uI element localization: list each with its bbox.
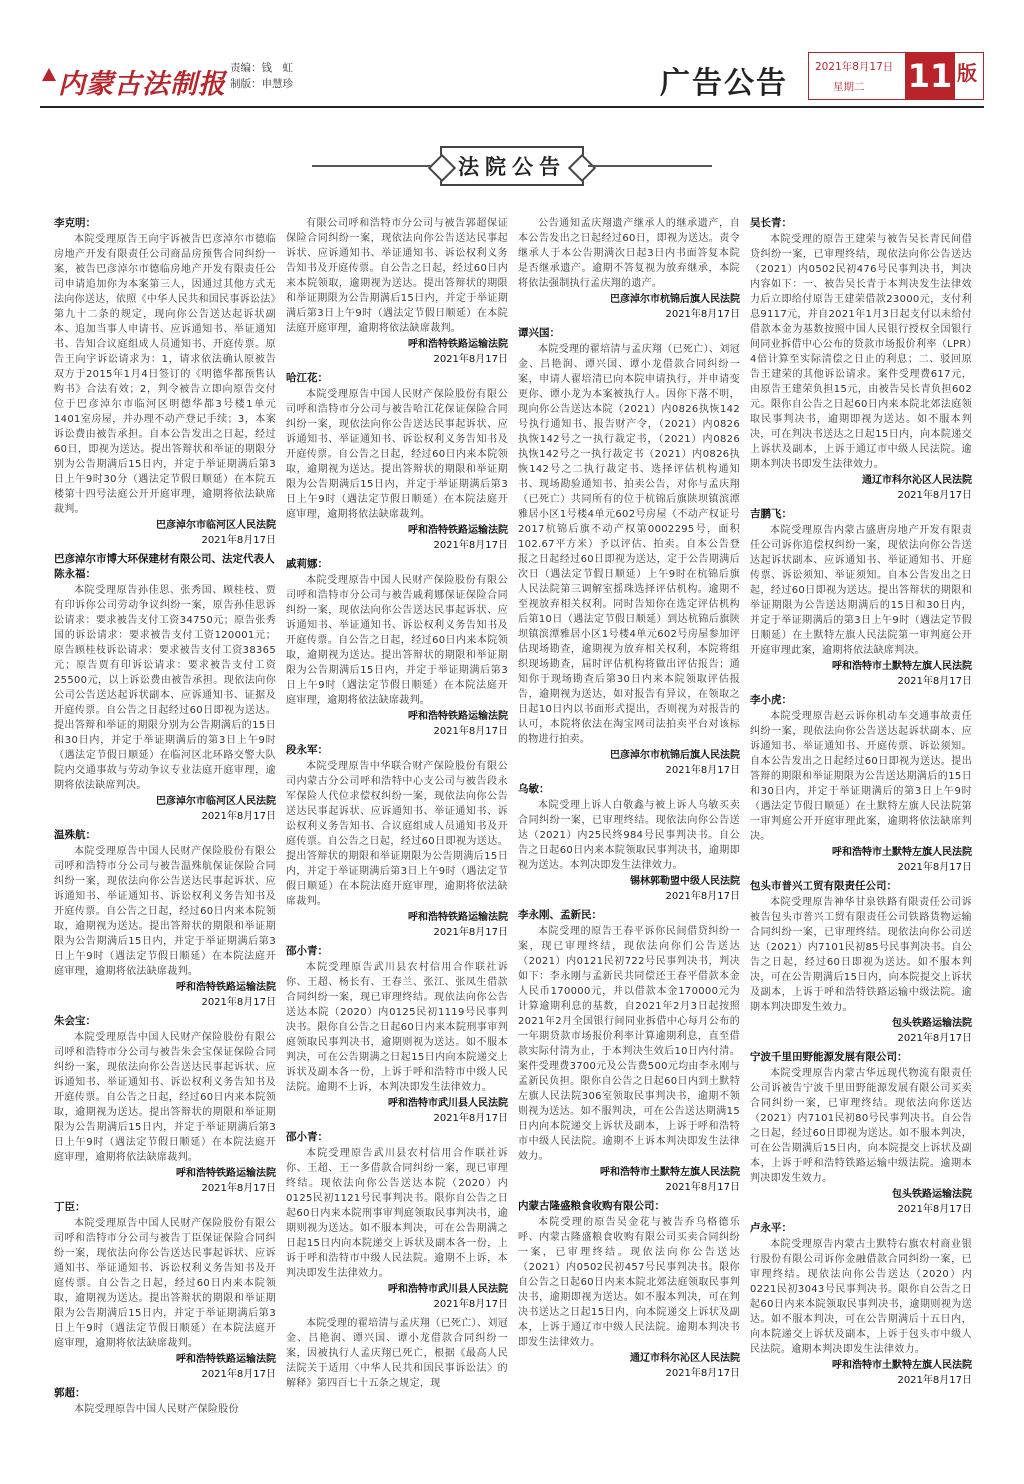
notice-date: 2021年8月17日 bbox=[897, 1204, 972, 1215]
notice-court: 呼和浩特铁路运输法院 bbox=[176, 982, 276, 993]
notice-addressee: 吉鹏飞： bbox=[750, 508, 792, 520]
notice-court: 巴彦淖尔市杭锦后旗人民法院 bbox=[610, 294, 740, 305]
notice-court: 通辽市科尔沁区人民法院 bbox=[630, 1353, 740, 1364]
court-notice bbox=[286, 743, 508, 940]
notice-date: 2021年8月17日 bbox=[433, 927, 508, 938]
notice-addressee: 巴彦淖尔市博大环保建材有限公司、法定代表人陈永福： bbox=[54, 553, 275, 580]
court-notice bbox=[54, 552, 276, 824]
notice-court: 巴彦淖尔市杭锦后旗人民法院 bbox=[610, 750, 740, 761]
notice-body: 本院受理原告内蒙古华远现代物流有限责任公司诉被告宁波千里田野能源发展有限公司买卖合同纠纷一案，已审理终结。现依法向你送达（2021）内7101民初80号民事判决书。自公告之日起，经过60日即视为送达。如不服本判决，可在公告期满后15日内，向本院提交上诉状及副本，上诉于呼和浩特铁路运输中级法院。逾期本判决即发生效力。 bbox=[750, 1068, 972, 1184]
notice-court: 呼和浩特铁路运输法院 bbox=[176, 1354, 276, 1365]
editor-line: 责编：钱 虹 bbox=[230, 62, 293, 74]
notice-body: 本院受理的原告吴金花与被告乔乌格德乐呼、内蒙古隆盛粮食收购有限公司买卖合同纠纷一案，已审理终结。现依法向你公告送达（2021）内0502民初457号民事判决书。限你自公告之日起60日内来本院北郊法庭领取民事判决书，逾期即视为送达。如不服本判决，可在判决书送达之日起15日内，向本院递交上诉状及副本，上诉于通辽市中级人民法院。逾期本判决书即发生法律效力。 bbox=[518, 1217, 740, 1348]
notice-court: 呼和浩特市武川县人民法院 bbox=[388, 1284, 508, 1295]
notice-addressee: 郭超： bbox=[54, 1387, 86, 1399]
notice-court: 呼和浩特市土默特左旗人民法院 bbox=[832, 847, 972, 858]
producer-line: 制版：申慧珍 bbox=[230, 78, 293, 90]
notice-date: 2021年8月17日 bbox=[665, 1368, 740, 1379]
notice-date: 2021年8月17日 bbox=[433, 540, 508, 551]
column-4 bbox=[750, 216, 972, 1466]
column-1 bbox=[54, 216, 276, 1466]
notice-addressee: 包头市普兴工贸有限责任公司： bbox=[750, 880, 897, 892]
notice-body: 本院受理的翟培清与孟庆翔（已死亡）、刘冠金、吕艳润、谭兴国、谭小龙借款合同纠纷一案，申请人翟培清已向本院申请执行，并申请变更你、谭小龙为本案被执行人。因你下落不明，现向你公告送达本院（2021）内0826执恢142号执行通知书、报告财产令，（2021）内0826执恢142号之一执行裁定书，（2021）内0826执恢142号之一执行裁定书（2021）内0826执恢142号之二执行裁定书、选择评估机构通知书、现场勘验通知书、拍卖公告，对你与孟庆翔（已死亡）共同所有的位于杭锦后旗陕坝镇滨潭雅居小区1号楼4单元602号房屋（不动产权证号2017杭锦后旗不动产权第0002295号，面积102.67平方米）予以评估、拍卖。自本公告登报之日起经过60日即视为送达，定于公告期满后次日（遇法定节假日顺延）上午9时在杭锦后旗人民法院第三调解室摇珠选择评估机构。逾期不至视放弃相关权利。同时告知你在选定评估机构后第10日（遇法定节假日顺延）到达杭锦后旗陕坝镇滨潭雅居小区1号楼4单元602号房屋参加评估现场勘查，逾期视为放弃相关权利，本院将组织现场勘查，届时评估机构将做出评估报告；通知你于现场勘查后第30日内来本院领取评估报告，逾期视为送达，如对报告有异议，在领取之日起10日内以书面形式提出，否则视为对报告的认可，本院将依法在淘宝网司法拍卖平台对该标的物进行拍卖。 bbox=[518, 344, 740, 745]
notice-date: 2021年8月17日 bbox=[201, 997, 276, 1008]
banner-line-left bbox=[312, 165, 436, 167]
court-notice bbox=[750, 1050, 972, 1217]
notice-body: 本院受理原告中国人民财产保险股份有限公司呼和浩特市分公司与被告温殊航保证保险合同纠纷一案，现依法向你公告送达民事起诉状、应诉通知书、举证通知书、诉讼权利义务告知书及开庭传票。自公告之日起，经过60日内来本院领取，逾期视为送达。提出答辩状的期限和举证期限为公告期满后15日内，并定于举证期满后第3日上午9时（遇法定节假日顺延）在本院法庭开庭审理，逾期将依法缺席裁判。 bbox=[54, 846, 276, 977]
court-notice bbox=[286, 216, 508, 367]
notice-addressee: 李小虎： bbox=[750, 694, 792, 706]
notice-body: 本院受理原告神华甘泉铁路有限责任公司诉被告包头市普兴工贸有限责任公司铁路货物运输合同纠纷一案，已审理终结。现依法向你公司送达（2021）内7101民初85号民事判决书。自公告之日起，经过60日即视为送达。如不服本判决，可在公告期满后15日内，向本院提交上诉状及副本，上诉于呼和浩特铁路运输中级法院。逾期本判决即发生效力。 bbox=[750, 897, 972, 1013]
page-number: 11 bbox=[905, 53, 955, 99]
notice-date: 2021年8月17日 bbox=[433, 1299, 508, 1310]
court-notice bbox=[286, 557, 508, 739]
notice-addressee: 宁波千里田野能源发展有限公司： bbox=[750, 1051, 908, 1063]
court-notice bbox=[750, 879, 972, 1046]
section-title: 广告公告 bbox=[660, 66, 788, 101]
notice-addressee: 温殊航： bbox=[54, 829, 96, 841]
notice-court: 通辽市科尔沁区人民法院 bbox=[862, 475, 972, 486]
notice-date: 2021年8月17日 bbox=[665, 891, 740, 902]
section-banner bbox=[0, 142, 1024, 192]
notice-addressee: 谭兴国： bbox=[518, 327, 560, 339]
notice-addressee: 戚莉娜： bbox=[286, 558, 328, 570]
notice-body: 本院受理原告中国人民财产保险股份有限公司呼和浩特市分公司与被告朱会宝保证保险合同纠纷一案，现依法向你公告送达民事起诉状、应诉通知书、举证通知书、诉讼权利义务告知书及开庭传票。自公告之日起，经过60日内来本院领取，逾期视为送达。提出答辩状的期限和举证期限为公告期满后15日内，并定于举证期满后第3日上午9时（遇法定节假日顺延）在本院法庭开庭审理，逾期将依法缺席裁判。 bbox=[54, 1032, 276, 1163]
notice-addressee: 内蒙古隆盛粮食收购有限公司： bbox=[518, 1200, 665, 1212]
notice-date: 2021年8月17日 bbox=[201, 1369, 276, 1380]
notice-court: 巴彦淖尔市临河区人民法院 bbox=[156, 520, 276, 531]
court-notice bbox=[54, 1386, 276, 1417]
notice-body: 本院受理原告孙佳思、张秀国、顾桂枝、贾有印诉你公司劳动争议纠纷一案，原告孙佳思诉讼请求：要求被告支付工资34750元；原告张秀国的诉讼请求：要求被告支付工资120001元；原告顾桂枝诉讼请求：要求被告支付工资38365元；原告贾有印诉讼请求：要求被告支付工资25500元，以上诉讼费由被告承担。现依法向你公司公告送达起诉状副本、应诉通知书、证据及开庭传票。自公告之日起经过60日即视为送达。提出答辩和举证的期限分别为公告期满后的15日和30日内，并定于举证期满后的第3日上午9时（遇法定节假日顺延）在临河区北环路交警大队院内交通事故与劳动争议专业法庭开庭审理，逾期将依法缺席判决。 bbox=[54, 585, 276, 791]
notice-addressee: 朱会宝： bbox=[54, 1015, 96, 1027]
court-notice bbox=[54, 828, 276, 1010]
notice-addressee: 李克明： bbox=[54, 217, 96, 229]
notice-date: 2021年8月17日 bbox=[433, 726, 508, 737]
notice-date: 2021年8月17日 bbox=[433, 1113, 508, 1124]
court-notice bbox=[286, 944, 508, 1126]
court-notice bbox=[286, 1316, 508, 1391]
notice-addressee: 丁臣： bbox=[54, 1201, 86, 1213]
notice-addressee: 卢永平： bbox=[750, 1222, 792, 1234]
notice-court: 锡林郭勒盟中级人民法院 bbox=[630, 876, 740, 887]
notice-body: 本院受理上诉人白敬鑫与被上诉人乌敏买卖合同纠纷一案，已审理终结。现依法向你公告送达（2021）内25民终984号民事判决书。自公告之日起60日内来本院领取民事判决书，逾期即视为送达。本判决即发生法律效力。 bbox=[518, 800, 740, 871]
notice-addressee: 邵小青： bbox=[286, 1131, 328, 1143]
notice-court: 呼和浩特市土默特左旗人民法院 bbox=[832, 1360, 972, 1371]
court-notice bbox=[54, 1014, 276, 1196]
notice-court: 呼和浩特铁路运输法院 bbox=[408, 711, 508, 722]
notice-body: 本院受理原告中华联合财产保险股份有限公司内蒙古分公司呼和浩特中心支公司与被告段永军保险人代位求偿权纠纷一案，现依法向你公告送达民事起诉状、应诉通知书、举证通知书、诉讼权利义务告知书、合议庭组成人员通知书及开庭传票。自公告之日起，经过60日即视为送达。提出答辩状的期限和举证期限为公告期满后15日内，并定于举证期满后第3日上午9时（遇法定节假日顺延）在本院法庭开庭审理，逾期将依法缺席裁判。 bbox=[286, 761, 508, 907]
court-notice bbox=[518, 1199, 740, 1381]
notice-addressee: 李永刚、孟新民： bbox=[518, 909, 602, 921]
notice-court: 呼和浩特铁路运输法院 bbox=[176, 1168, 276, 1179]
notice-body: 本院受理原告中国人民财产保险股份 bbox=[74, 1404, 239, 1415]
notice-body: 有限公司呼和浩特市分公司与被告郭超保证保险合同纠纷一案，现依法向你公告送达民事起诉状、应诉通知书、举证通知书、诉讼权利义务告知书及开庭传票。自公告之日起，经过60日内来本院领取，逾期视为送达。提出答辩状的期限和举证期限为公告期满后15日内，并定于举证期满后第3日上午9时（遇法定节假日顺延）在本院法庭开庭审理，逾期将依法缺席裁判。 bbox=[286, 218, 508, 334]
notice-date: 2021年8月17日 bbox=[665, 765, 740, 776]
notice-date: 2021年8月17日 bbox=[897, 676, 972, 687]
banner-line-right bbox=[588, 165, 712, 167]
notice-court: 包头铁路运输法院 bbox=[892, 1018, 972, 1029]
notice-addressee: 乌敏： bbox=[518, 783, 550, 795]
newspaper-logo: 内蒙古法制报 bbox=[58, 69, 226, 100]
notice-date: 2021年8月17日 bbox=[201, 535, 276, 546]
notice-date: 2021年8月17日 bbox=[897, 862, 972, 873]
notice-date: 2021年8月17日 bbox=[201, 1183, 276, 1194]
notice-court: 包头铁路运输法院 bbox=[892, 1189, 972, 1200]
notice-body: 公告通知孟庆翔遗产继承人的继承遗产，自本公告发出之日起经过60日，即视为送达。责令继承人于本公告期满次日起3日内书面答复本院是否继承遗产。逾期不答复视为放弃继承，本院将依法强制执行孟庆翔的遗产。 bbox=[518, 218, 740, 289]
notice-date: 2021年8月17日 bbox=[897, 1375, 972, 1386]
notice-body: 本院受理的原告王建荣与被告吴长青民间借贷纠纷一案，已审理终结，现依法向你公告送达（2021）内0502民初476号民事判决书，判决内容如下：一、被告吴长青于本判决发生法律效力后立即给付原告王建荣借款23000元，支付利息9117元，并自2021年1月3日起支付以未给付借款本金为基数按照中国人民银行授权全国银行间同业拆借中心公布的贷款市场报价利率（LPR）4倍计算至实际清偿之日止的利息；二、驳回原告王建荣的其他诉讼请求。案件受理费617元，由原告王建荣负担15元，由被告吴长青负担602元。限你自公告之日起60日内来本院北郊法庭领取民事判决书，逾期即视为送达。如不服本判决，可在判决书送达之日起15日内，向本院递交上诉状及副本，上诉于通辽市中级人民法院。逾期本判决书即发生法律效力。 bbox=[750, 234, 972, 470]
notice-columns bbox=[54, 216, 974, 1466]
notice-court: 呼和浩特铁路运输法院 bbox=[408, 339, 508, 350]
notice-court: 呼和浩特市武川县人民法院 bbox=[388, 1098, 508, 1109]
notice-court: 呼和浩特市土默特左旗人民法院 bbox=[600, 1167, 740, 1178]
notice-body: 本院受理原告中国人民财产保险股份有限公司呼和浩特市分公司与被告戚莉娜保证保险合同纠纷一案，现依法向你公告送达民事起诉状、应诉通知书、举证通知书、诉讼权利义务告知书及开庭传票。自公告之日起，经过60日内来本院领取，逾期视为送达。提出答辩状的期限和举证期限为公告期满后15日内，并定于举证期满后第3日上午9时（遇法定节假日顺延）在本院法庭开庭审理，逾期将依法缺席裁判。 bbox=[286, 575, 508, 706]
editor-credits bbox=[230, 60, 293, 92]
court-notice bbox=[750, 1221, 972, 1388]
notice-body: 本院受理原告中国人民财产保险股份有限公司呼和浩特市分公司与被告丁臣保证保险合同纠纷一案，现依法向你公告送达民事起诉状、应诉通知书、举证通知书、诉讼权利义务告知书及开庭传票。自公告之日起，经过60日内来本院领取，逾期视为送达。提出答辩状的期限和举证期限为公告期满后15日内，并定于举证期满后第3日上午9时（遇法定节假日顺延）在本院法庭开庭审理，逾期将依法缺席裁判。 bbox=[54, 1218, 276, 1349]
notice-court: 呼和浩特市土默特左旗人民法院 bbox=[832, 661, 972, 672]
date-page-box bbox=[808, 52, 984, 100]
notice-body: 本院受理原告内蒙古盛唐房地产开发有限责任公司诉你追偿权纠纷一案，现依法向你公告送达起诉状副本、应诉通知书、举证通知书、开庭传票、诉讼须知、举证须知。自本公告发出之日起，经过60日即视为送达。提出答辩状的期限和举证期限为公告送达期满后的15日和30日内，并定于举证期满后的第3日上午9时（遇法定节假日顺延）在土默特左旗人民法院第一审判庭公开开庭审理此案，逾期将依法缺席判决。 bbox=[750, 525, 972, 656]
notice-addressee: 哈江花： bbox=[286, 372, 328, 384]
notice-body: 本院受理原告内蒙古土默特右旗农村商业银行股份有限公司诉你金融借款合同纠纷一案，已审理终结。现依法向你公告送达（2020）内0221民初3043号民事判决书。限你自公告之日起60日内来本院领取民事判决书，逾期则视为送达。如不服本判决，可在公告期满后十五日内，向本院递交上诉状及副本，上诉于包头市中级人民法院。逾期本判决即发生法律效力。 bbox=[750, 1239, 972, 1355]
issue-date: 2021年8月17日 bbox=[815, 61, 894, 73]
notice-court: 巴彦淖尔市临河区人民法院 bbox=[156, 796, 276, 807]
column-3 bbox=[518, 216, 740, 1466]
notice-date: 2021年8月17日 bbox=[433, 354, 508, 365]
logo-mark-icon bbox=[40, 66, 58, 84]
court-notice bbox=[750, 507, 972, 689]
notice-addressee: 吴长青： bbox=[750, 217, 792, 229]
court-notice bbox=[518, 326, 740, 778]
notice-body: 本院受理原告中国人民财产保险股份有限公司呼和浩特市分公司与被告哈江花保证保险合同纠纷一案，现依法向你公告送达民事起诉状、应诉通知书、举证通知书、诉讼权利义务告知书及开庭传票。自公告之日起，经过60日内来本院领取，逾期视为送达。提出答辩状的期限和举证期限为公告期满后15日内，并定于举证期满后第3日上午9时（遇法定节假日顺延）在本院法庭开庭审理，逾期将依法缺席裁判。 bbox=[286, 389, 508, 520]
notice-addressee: 段永军： bbox=[286, 744, 328, 756]
masthead bbox=[40, 52, 984, 104]
court-notice bbox=[286, 371, 508, 553]
banner-title: 法院公告 bbox=[440, 146, 584, 186]
court-notice bbox=[750, 216, 972, 503]
court-notice bbox=[518, 216, 740, 322]
notice-body: 本院受理原告武川县农村信用合作联社诉你、王超、王一多借款合同纠纷一案，现已审理终结。现依法向你公告送达本院（2020）内0125民初1121号民事判决书。限你自公告之日起60日内来本院刑事审判庭领取民事判决书，逾期则视为送达。如不服本判决，可在公告期满之日起15日内向本院递交上诉状及副本各一份，上诉于呼和浩特市中级人民法院。逾期不上诉，本判决即发生法律效力。 bbox=[286, 1148, 508, 1279]
court-notice bbox=[54, 1200, 276, 1382]
notice-date: 2021年8月17日 bbox=[201, 811, 276, 822]
notice-body: 本院受理原告赵云诉你机动车交通事故责任纠纷一案，现依法向你公告送达起诉状副本、应诉通知书、举证通知书、开庭传票、诉讼须知。自本公告发出之日起经过60日即视为送达。提出答辩的期限和举证期限为公告送达期满后的15日和30日内，并定于举证期满后的第3日上午9时（遇法定节假日顺延）在土默特左旗人民法院第一审判庭公开开庭审理此案，逾期将依法缺席判决。 bbox=[750, 711, 972, 842]
column-2 bbox=[286, 216, 508, 1466]
notice-body: 本院受理的原告王春平诉你民间借贷纠纷一案，现已审理终结，现依法向你们公告送达（2021）内0121民初722号民事判决书，判决如下：李永刚与孟新民共同偿还王春平借款本金人民币170000元，并以借款本金170000元为计算逾期利息的基数，自2021年2月3日起按照2021年2月全国银行间同业拆借中心每月公布的一年期贷款市场报价利率计算逾期利息，直至借款实际付清为止，于本判决生效后10日内付清。案件受理费3700元及公告费500元均由李永刚与孟新民负担。限你自公告之日起60日内到土默特左旗人民法院306室领取民事判决书，逾期不领则视为送达。如不服判决，可在公告送达期满15日内向本院递交上诉状及副本，上诉于呼和浩特市中级人民法院。逾期不上诉本判决即发生法律效力。 bbox=[518, 926, 740, 1162]
notice-date: 2021年8月17日 bbox=[897, 1033, 972, 1044]
notice-date: 2021年8月17日 bbox=[665, 309, 740, 320]
notice-body: 本院受理的翟培清与孟庆翔（已死亡）、刘冠金、吕艳润、谭兴国、谭小龙借款合同纠纷一案，因被执行人孟庆翔已死亡，根据《最高人民法院关于适用〈中华人民共和国民事诉讼法〉的解释》第四百七十五条之规定，现 bbox=[286, 1318, 508, 1389]
notice-date: 2021年8月17日 bbox=[897, 490, 972, 501]
page-suffix: 版 bbox=[957, 61, 977, 85]
issue-weekday: 星期二 bbox=[833, 81, 865, 93]
court-notice bbox=[518, 782, 740, 904]
court-notice bbox=[750, 693, 972, 875]
header-rule bbox=[40, 106, 984, 108]
notice-court: 呼和浩特铁路运输法院 bbox=[408, 525, 508, 536]
notice-court: 呼和浩特铁路运输法院 bbox=[408, 912, 508, 923]
court-notice bbox=[54, 216, 276, 548]
notice-addressee: 邵小青： bbox=[286, 945, 328, 957]
notice-date: 2021年8月17日 bbox=[665, 1182, 740, 1193]
court-notice bbox=[286, 1130, 508, 1312]
notice-body: 本院受理原告武川县农村信用合作联社诉你、王超、杨长有、王春兰、张江、张凤生借款合同纠纷一案，现已审理终结。现依法向你公告送达本院（2020）内0125民初1119号民事判决书。限你自公告之日起60日内来本院刑事审判庭领取民事判决书，逾期则视为送达。如不服本判决，可在公告期满之日起15日内向本院递交上诉状及副本各一份，上诉于呼和浩特市中级人民法院。逾期不上诉，本判决即发生法律效力。 bbox=[286, 962, 508, 1093]
court-notice bbox=[518, 908, 740, 1195]
notice-body: 本院受理原告王向宇诉被告巴彦淖尔市德临房地产开发有限责任公司商品房预售合同纠纷一案，被告巴彦淖尔市德临房地产开发有限责任公司申请追加你为本案第三人，因通过其他方式无法向你送达，依照《中华人民共和国民事诉讼法》第九十二条的规定，现向你公告送达起诉状副本、追加当事人申请书、应诉通知书、举证通知书、告知合议庭组成人员通知书、开庭传票。原告王向宇诉讼请求为：1，请求依法确认原被告双方于2015年1月4日签订的《明德华都预售认购书》合法有效；2，判令被告立即向原告交付位于巴彦淖尔市临河区明德华都3号楼1单元1401室房屋，并办理不动产登记手续；3，本案诉讼费由被告承担。自本公告发出之日起，经过60日，即视为送达。提出答辩状和举证的期限分别为公告期满后15日内，并定于举证期满后第3日上午9时30分（遇法定节假日顺延）在本院五楼第十四号法庭公开开庭审理，逾期将依法缺席裁判。 bbox=[54, 234, 276, 515]
